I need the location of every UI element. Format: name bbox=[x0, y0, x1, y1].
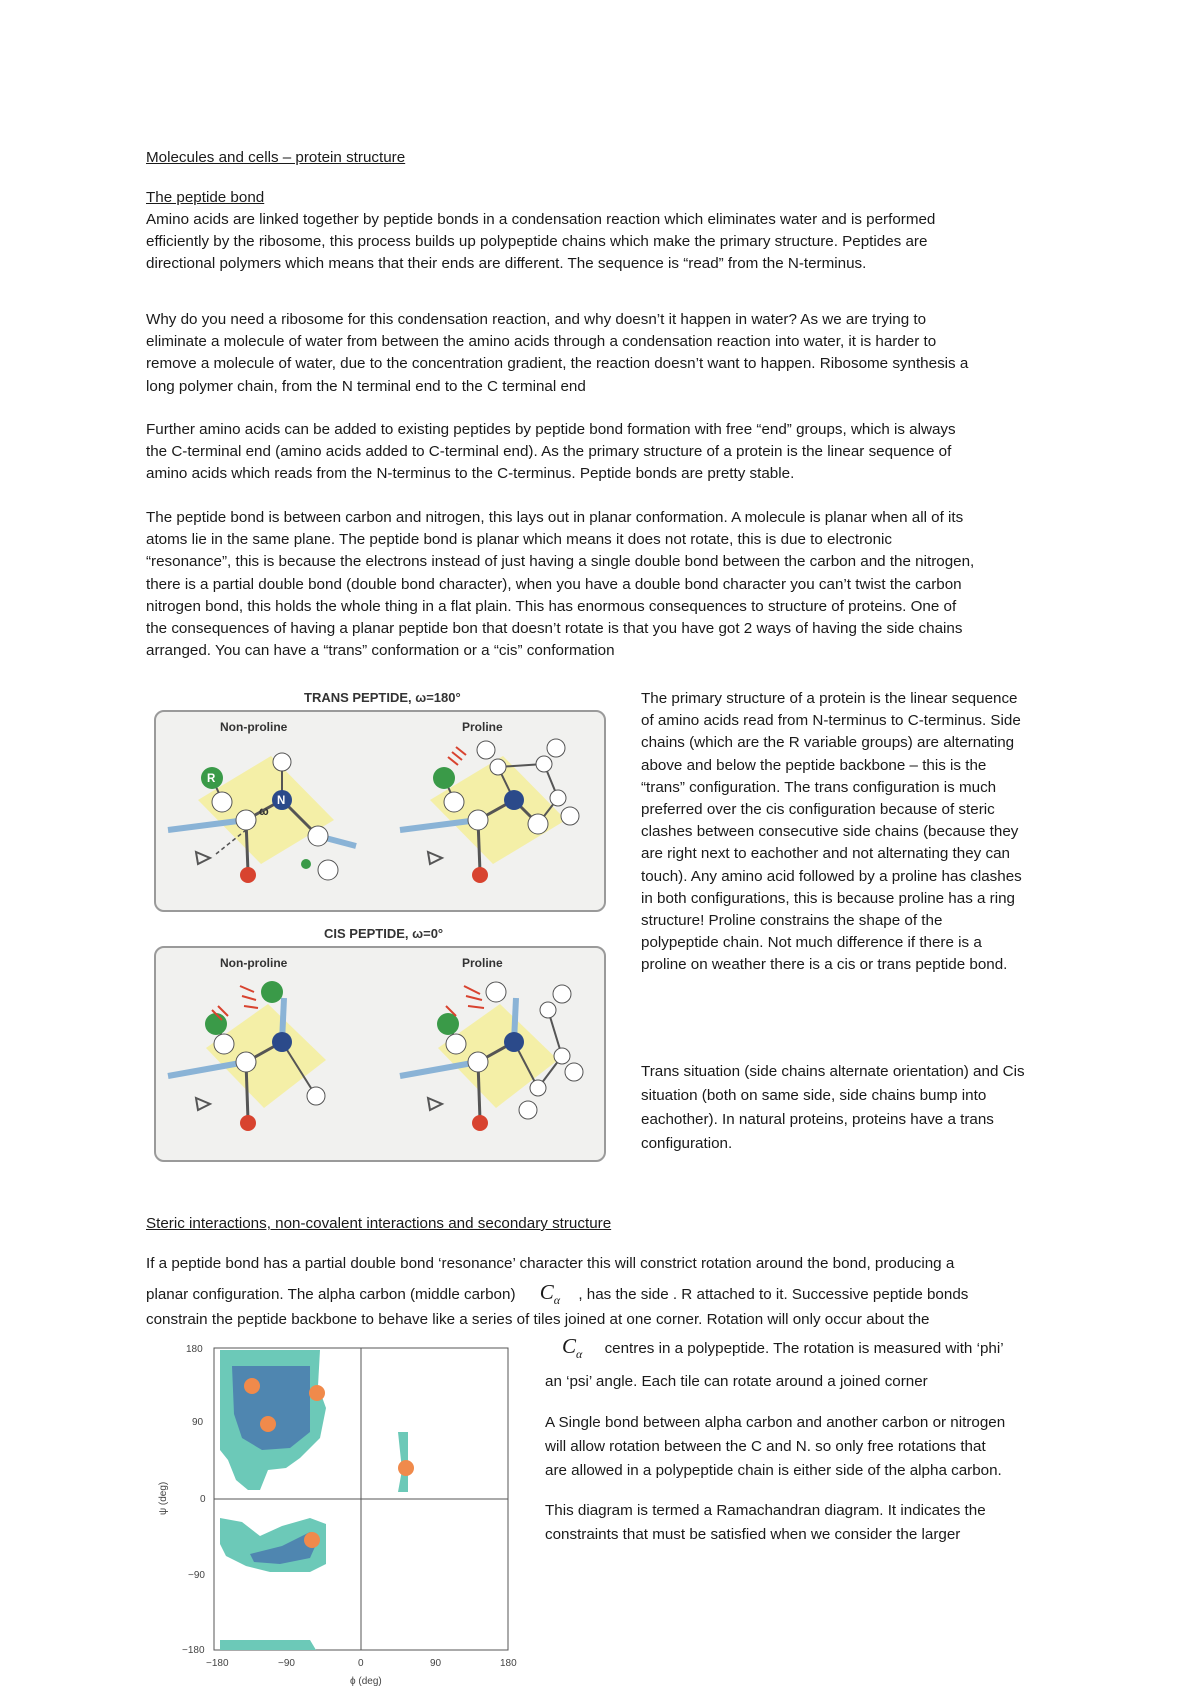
x-tick-label: 0 bbox=[358, 1658, 364, 1669]
text-line: situation (both on same side, side chains bump into bbox=[641, 1087, 987, 1104]
trans-non-proline-molecule bbox=[168, 753, 356, 883]
text-line: atoms lie in the same plane. The peptide bond is planar which means it does not rotate, this is due to electronic bbox=[146, 531, 893, 549]
cis-non-proline-molecule bbox=[168, 981, 326, 1131]
y-axis-label: ψ (deg) bbox=[158, 1481, 169, 1515]
text-line: long polymer chain, from the N terminal end to the C terminal end bbox=[146, 377, 586, 395]
text-segment: centres in a polypeptide. The rotation is measured with ‘phi’ bbox=[604, 1340, 1004, 1357]
y-ticks bbox=[182, 1344, 206, 1656]
paragraph-planar bbox=[146, 507, 974, 662]
y-tick-label: −90 bbox=[188, 1570, 205, 1581]
trans-panel bbox=[154, 710, 606, 912]
atom-n-label: N bbox=[277, 795, 286, 807]
cis-molecule-diagrams bbox=[156, 948, 604, 1160]
text-line: configuration. bbox=[641, 1135, 733, 1152]
text-line: A Single bond between alpha carbon and another carbon or nitrogen bbox=[545, 1414, 1006, 1431]
text-line: will allow rotation between the C and N. so only free rotations that bbox=[545, 1438, 986, 1455]
x-ticks bbox=[206, 1658, 517, 1669]
text-line: an ‘psi’ angle. Each tile can rotate around a joined corner bbox=[545, 1373, 928, 1390]
cis-panel bbox=[154, 946, 606, 1162]
text-line: “trans” configuration. The trans configuration is much bbox=[641, 778, 997, 796]
c-alpha-subscript: α bbox=[553, 1293, 561, 1308]
text-line-alpha-carbon bbox=[146, 1281, 968, 1311]
c-alpha-letter: C bbox=[562, 1334, 577, 1358]
peptide-conformation-figure bbox=[148, 688, 608, 1168]
text-line-alpha-centres bbox=[562, 1335, 1004, 1365]
x-axis-label: ϕ (deg) bbox=[350, 1676, 382, 1687]
trans-molecule-diagrams bbox=[156, 712, 604, 910]
paragraph-c-terminal bbox=[146, 419, 956, 486]
cis-non-proline-label: Non-proline bbox=[220, 956, 288, 970]
text-segment: planar configuration. The alpha carbon (middle carbon) bbox=[146, 1286, 516, 1303]
trans-proline-molecule bbox=[400, 739, 579, 883]
c-alpha-symbol bbox=[562, 1334, 583, 1362]
cis-peptide-title: CIS PEPTIDE, ω=0° bbox=[324, 926, 444, 941]
y-tick-label: 180 bbox=[186, 1344, 203, 1355]
ramachandran-plot bbox=[150, 1340, 530, 1698]
text-line: Amino acids are linked together by peptide bonds in a condensation reaction which eliminates water and is performed bbox=[146, 211, 936, 228]
page-title: Molecules and cells – protein structure bbox=[146, 149, 406, 166]
trans-peptide-title: TRANS PEPTIDE, ω=180° bbox=[304, 690, 461, 705]
trans-proline-label: Proline bbox=[462, 720, 503, 734]
paragraph-trans-config bbox=[641, 688, 1022, 977]
y-tick-label: −180 bbox=[182, 1645, 205, 1656]
text-line: efficiently by the ribosome, this process builds up polypeptide chains which make the primary structure. Peptides are bbox=[146, 233, 928, 251]
text-line: This diagram is termed a Ramachandran diagram. It indicates the bbox=[545, 1502, 986, 1519]
allowed-region-bottom bbox=[220, 1640, 316, 1650]
text-line: “resonance”, this is because the electrons instead of just having a single double bond between the carbon and the nitrogen, bbox=[146, 553, 975, 571]
trans-non-proline-label: Non-proline bbox=[220, 720, 288, 734]
text-line: are right next to eachother and not alternating they can bbox=[641, 845, 1010, 863]
section-heading-peptide-bond: The peptide bond bbox=[146, 189, 265, 206]
y-tick-label: 0 bbox=[200, 1494, 206, 1505]
c-alpha-symbol bbox=[539, 1280, 561, 1308]
marker-alpha-left bbox=[398, 1460, 414, 1476]
atom-r-label: R bbox=[207, 773, 216, 785]
text-line: eachother). In natural proteins, proteins have a trans bbox=[641, 1111, 994, 1128]
c-alpha-subscript: α bbox=[576, 1347, 583, 1362]
marker-pii bbox=[260, 1416, 276, 1432]
text-line: Why do you need a ribosome for this condensation reaction, and why doesn’t it happen in water? As we are trying to bbox=[146, 311, 927, 328]
x-tick-label: −90 bbox=[278, 1658, 295, 1669]
x-tick-label: 90 bbox=[430, 1658, 442, 1669]
text-line: in both configurations, this is because proline has a ring bbox=[641, 889, 1016, 907]
text-line: If a peptide bond has a partial double bond ‘resonance’ character this will constrict rotation around the bond, producing a bbox=[146, 1255, 955, 1272]
text-line: the consequences of having a planar peptide bon that doesn’t rotate is that you have got 2 ways of having the side chains bbox=[146, 620, 963, 638]
text-line: polypeptide chain. Not much difference if there is a bbox=[641, 934, 982, 952]
text-line: directional polymers which means that their ends are different. The sequence is “read” from the N-terminus. bbox=[146, 255, 867, 273]
text-line: there is a partial double bond (double bond character), when you have a double bond character you can’t twist the carbon bbox=[146, 575, 962, 593]
text-line: the C-terminal end (amino acids added to C-terminal end). As the primary structure of a protein is the linear sequence of bbox=[146, 443, 952, 461]
marker-beta bbox=[244, 1378, 260, 1394]
text-line: nitrogen bond, this holds the whole thing in a flat plain. This has enormous consequences to structure of proteins. One of bbox=[146, 597, 957, 615]
paragraph-ribosome bbox=[146, 309, 968, 398]
marker-alpha bbox=[304, 1532, 320, 1548]
text-line: above and below the peptide backbone – this is the bbox=[641, 756, 987, 774]
text-line: amino acids which reads from the N-terminus to the C-terminus. Peptide bonds are pretty stable. bbox=[146, 465, 795, 483]
text-line: Trans situation (side chains alternate orientation) and Cis bbox=[641, 1063, 1025, 1080]
text-line: The peptide bond is between carbon and nitrogen, this lays out in planar conformation. A molecule is planar when all of its bbox=[146, 509, 964, 526]
c-alpha-letter: C bbox=[539, 1280, 554, 1304]
text-segment: , has the side . R attached to it. Successive peptide bonds bbox=[578, 1286, 969, 1303]
text-line: eliminate a molecule of water from between the amino acids through a condensation reaction into water, it is harder to bbox=[146, 333, 937, 351]
text-line: preferred over the cis configuration because of steric bbox=[641, 801, 995, 819]
omega-label: ω bbox=[259, 806, 269, 818]
text-line: constraints that must be satisfied when we consider the larger bbox=[545, 1526, 961, 1543]
paragraph-ramachandran bbox=[545, 1499, 986, 1547]
y-tick-label: 90 bbox=[192, 1417, 204, 1428]
text-line: arranged. You can have a “trans” conformation or a “cis” conformation bbox=[146, 642, 615, 660]
text-line: proline on weather there is a cis or trans peptide bond. bbox=[641, 956, 1008, 974]
text-line: are allowed in a polypeptide chain is either side of the alpha carbon. bbox=[545, 1462, 1002, 1479]
paragraph-trans-cis-situation bbox=[641, 1060, 1025, 1156]
section-heading-steric: Steric interactions, non-covalent interactions and secondary structure bbox=[146, 1215, 612, 1232]
paragraph-peptide-intro bbox=[146, 209, 935, 276]
cis-proline-label: Proline bbox=[462, 956, 503, 970]
text-line: remove a molecule of water, due to the concentration gradient, the reaction doesn’t want to happen. Ribosome synthesis a bbox=[146, 355, 969, 373]
x-tick-label: −180 bbox=[206, 1658, 229, 1669]
x-tick-label: 180 bbox=[500, 1658, 517, 1669]
text-line: of amino acids read from N-terminus to C-terminus. Side bbox=[641, 712, 1021, 730]
text-line: touch). Any amino acid followed by a proline has clashes bbox=[641, 867, 1022, 885]
favored-region-beta bbox=[232, 1366, 310, 1450]
text-line: The primary structure of a protein is the linear sequence bbox=[641, 690, 1018, 707]
cis-proline-molecule bbox=[400, 982, 583, 1131]
text-line: chains (which are the R variable groups) are alternating bbox=[641, 734, 1015, 752]
text-line: Further amino acids can be added to existing peptides by peptide bond formation with free “end” groups, which is always bbox=[146, 421, 956, 438]
text-line: clashes between consecutive side chains (because they bbox=[641, 823, 1019, 841]
text-line: structure! Proline constrains the shape of the bbox=[641, 912, 943, 930]
text-line: constrain the peptide backbone to behave like a series of tiles joined at one corner. Rotation will only occur about the bbox=[146, 1311, 930, 1328]
paragraph-single-bond bbox=[545, 1411, 1005, 1483]
marker-c bbox=[309, 1385, 325, 1401]
